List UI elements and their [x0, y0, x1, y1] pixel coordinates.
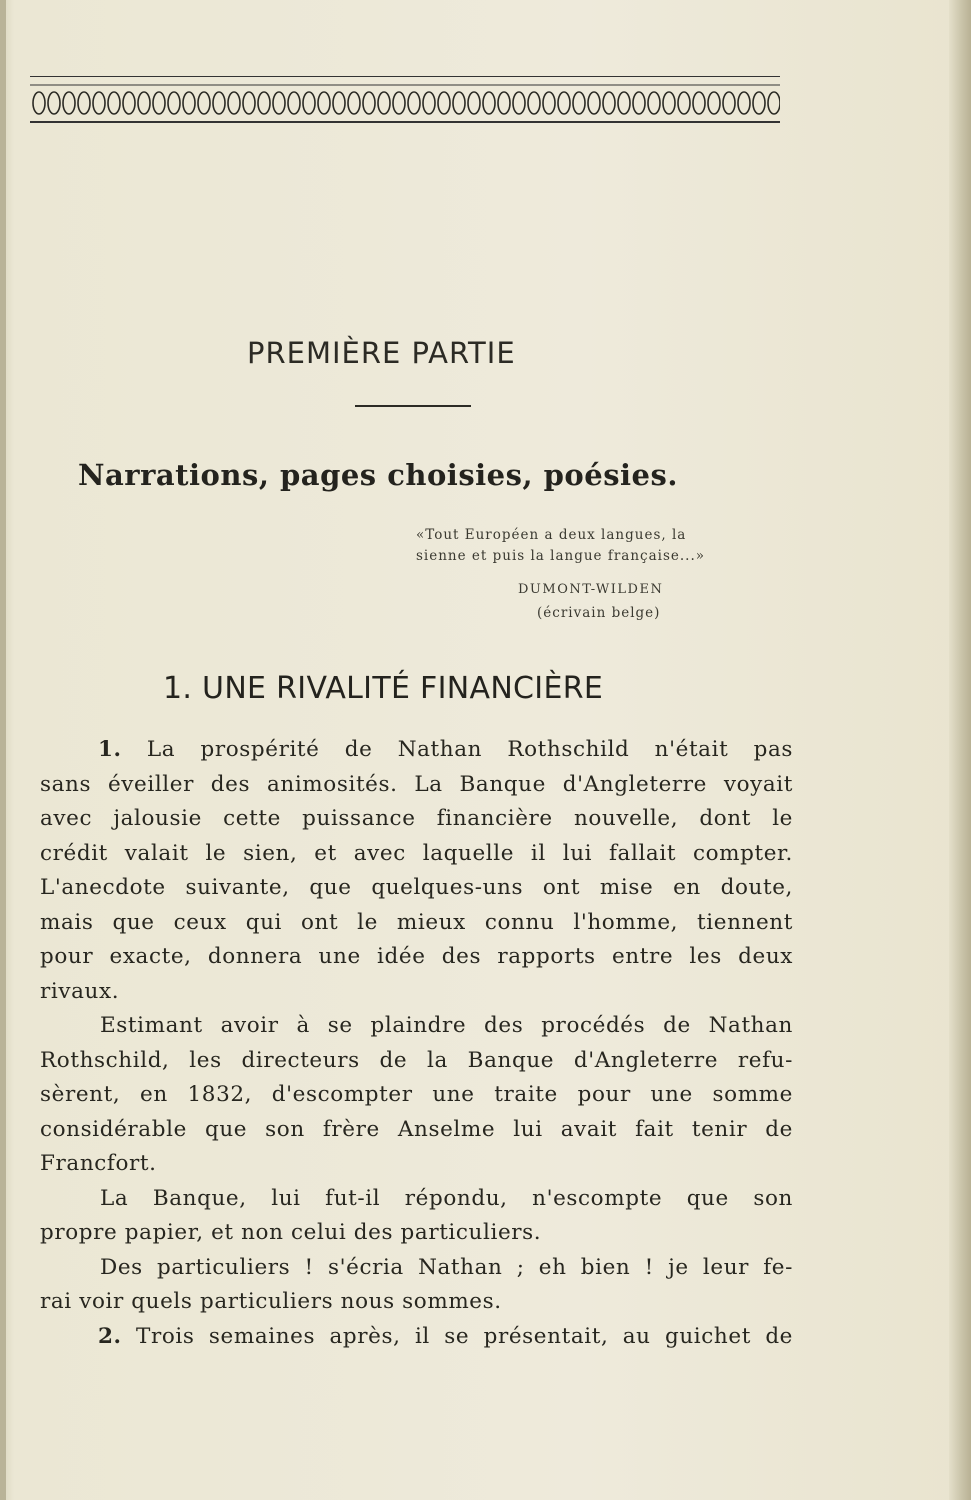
ornament-link	[48, 92, 60, 114]
chapter-title: 1. UNE RIVALITÉ FINANCIÈRE	[163, 671, 604, 706]
ornament-link	[573, 92, 585, 114]
ornament-link	[153, 92, 165, 114]
ornament-link	[693, 92, 705, 114]
ornament-link	[423, 92, 435, 114]
ornament-link	[558, 92, 570, 114]
paragraph-2-line: sèrent, en 1832, d'escompter une traite pour une somme	[40, 1082, 793, 1107]
ornament-link	[108, 92, 120, 114]
ornament-link	[288, 92, 300, 114]
ornament-link	[543, 92, 555, 114]
paragraph-4-line: Des particuliers ! s'écria Nathan ; eh bien ! je leur fe-	[100, 1254, 793, 1280]
ornament-link	[363, 92, 375, 114]
ornament-link	[753, 92, 765, 114]
part-title-text: PREMIÈRE PARTIE	[247, 336, 516, 370]
ornament-link	[33, 92, 45, 114]
ornament-link	[183, 92, 195, 114]
paragraph-number: 1.	[98, 737, 122, 762]
ornament-link	[438, 92, 450, 114]
body-text	[40, 733, 793, 1354]
paragraph-1-line-1	[40, 733, 793, 768]
ornament-link	[393, 92, 405, 114]
paragraph-number: 2.	[98, 1323, 122, 1349]
epigraph-quote	[416, 525, 761, 567]
ornament-link	[378, 92, 390, 114]
ornament-pattern-icon	[30, 77, 780, 121]
paragraph-1-line: L'anecdote suivante, que quelques-uns ont mise en doute,	[40, 875, 793, 900]
decorative-border-ornament	[30, 76, 780, 123]
ornament-link	[123, 92, 135, 114]
paragraph-1-line: crédit valait le sien, et avec laquelle il lui fallait compter.	[40, 840, 793, 866]
ornament-link	[228, 92, 240, 114]
ornament-link	[453, 92, 465, 114]
epigraph-line-2: sienne et puis la langue française...»	[416, 548, 705, 564]
ornament-link	[168, 92, 180, 114]
ornament-link	[138, 92, 150, 114]
ornament-link	[663, 92, 675, 114]
ornament-link	[273, 92, 285, 114]
paragraph-2-line: Rothschild, les directeurs de la Banque d'Angleterre refu-	[40, 1047, 793, 1073]
ornament-link	[408, 92, 420, 114]
ornament-link	[708, 92, 720, 114]
page-right-edge	[949, 0, 971, 1500]
ornament-link	[678, 92, 690, 114]
paragraph-2-line: Francfort.	[40, 1151, 157, 1176]
paragraph-3-line: La Banque, lui fut-il répondu, n'escompte que son	[100, 1185, 793, 1211]
paragraph-5-line-1	[40, 1320, 793, 1355]
ornament-link	[243, 92, 255, 114]
ornament-link	[213, 92, 225, 114]
epigraph-line-1: «Tout Européen a deux langues, la	[416, 527, 687, 543]
ornament-link	[483, 92, 495, 114]
title-divider	[355, 405, 471, 407]
ornament-link	[258, 92, 270, 114]
ornament-link	[738, 92, 750, 114]
ornament-link	[468, 92, 480, 114]
paragraph-1-line: mais que ceux qui ont le mieux connu l'homme, tiennent	[40, 909, 793, 935]
ornament-link	[648, 92, 660, 114]
ornament-link	[768, 92, 780, 114]
paragraph-3-line: propre papier, et non celui des particuliers.	[40, 1220, 542, 1245]
ornament-link	[633, 92, 645, 114]
ornament-link	[303, 92, 315, 114]
text-line: La prospérité de Nathan Rothschild n'était pas	[146, 737, 793, 762]
ornament-link	[318, 92, 330, 114]
ornament-link	[603, 92, 615, 114]
paragraph-1-line: sans éveiller des animosités. La Banque d'Angleterre voyait	[40, 771, 793, 797]
ornament-link	[93, 92, 105, 114]
paragraph-1-line: pour exacte, donnera une idée des rapports entre les deux	[40, 944, 793, 969]
ornament-link	[513, 92, 525, 114]
paragraph-2-line: Estimant avoir à se plaindre des procédés de Nathan	[100, 1013, 793, 1038]
paragraph-4-line: rai voir quels particuliers nous sommes.	[40, 1289, 502, 1314]
ornament-link	[333, 92, 345, 114]
ornament-link	[588, 92, 600, 114]
ornament-link	[348, 92, 360, 114]
ornament-link	[723, 92, 735, 114]
epigraph-author-note: (écrivain belge)	[537, 605, 661, 621]
ornament-link	[498, 92, 510, 114]
ornament-link	[528, 92, 540, 114]
epigraph-author: DUMONT-WILDEN	[518, 582, 664, 597]
ornament-link	[78, 92, 90, 114]
paragraph-1-line: avec jalousie cette puissance financière nouvelle, dont le	[40, 806, 793, 831]
ornament-link	[198, 92, 210, 114]
section-subtitle: Narrations, pages choisies, poésies.	[78, 458, 678, 492]
ornament-link	[618, 92, 630, 114]
paragraph-1-line: rivaux.	[40, 978, 120, 1004]
paragraph-2-line: considérable que son frère Anselme lui avait fait tenir de	[40, 1116, 793, 1142]
page-left-edge	[0, 0, 6, 1500]
text-line: Trois semaines après, il se présentait, au guichet de	[136, 1323, 794, 1349]
ornament-link	[63, 92, 75, 114]
